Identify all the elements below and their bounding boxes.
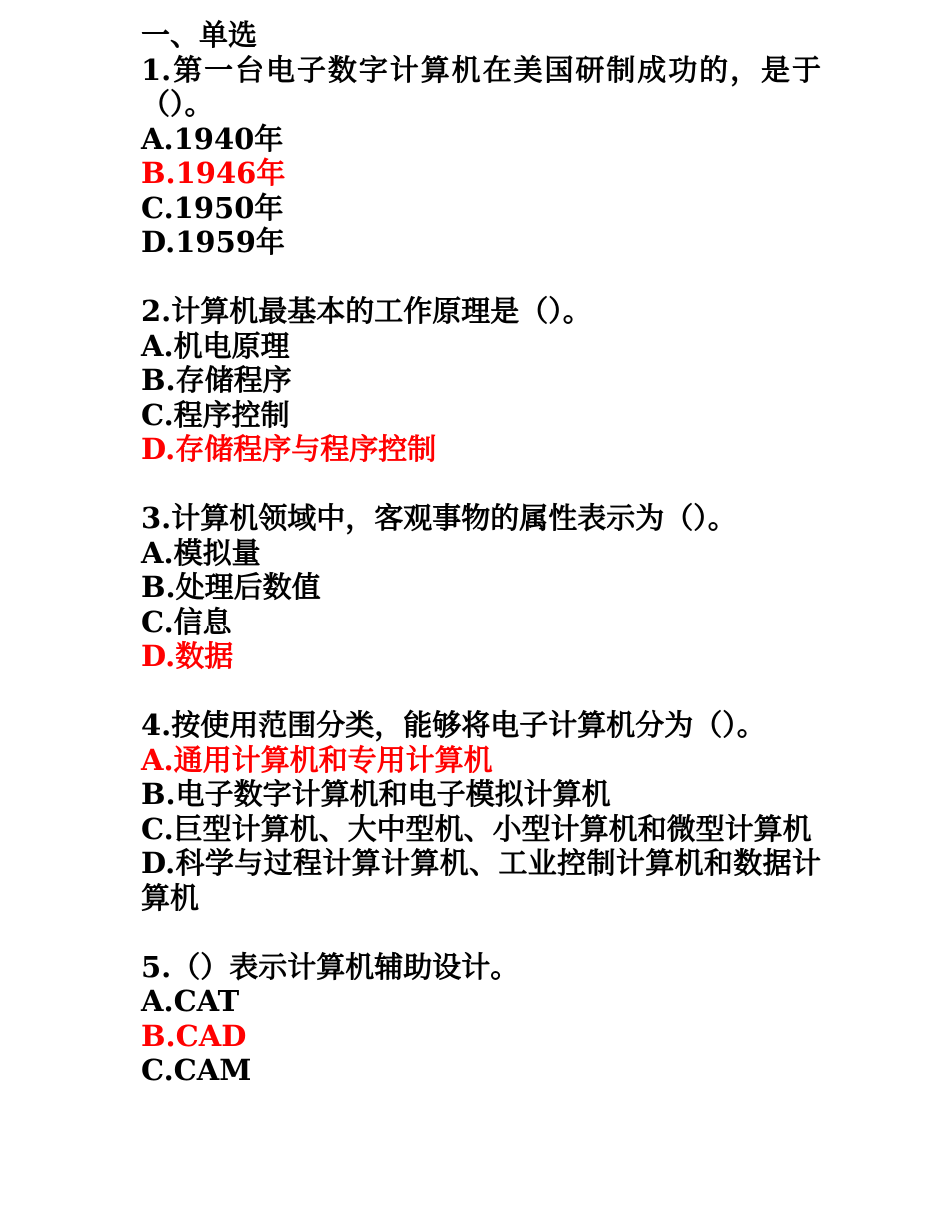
question-block: [141, 53, 821, 260]
question-text: 2.计算机最基本的工作原理是（）。: [141, 294, 592, 328]
question-block: [141, 950, 821, 1088]
answer-option: C.程序控制: [141, 397, 290, 432]
question-block: [141, 294, 821, 467]
answer-option: B.处理后数值: [141, 570, 321, 604]
answer-option-correct: A.通用计算机和专用计算机: [141, 742, 493, 777]
spacer: [141, 674, 821, 709]
section-title: 一、单选: [141, 18, 258, 52]
answer-option: C.巨型计算机、大中型机、小型计算机和微型计算机: [141, 811, 812, 846]
answer-option: B.电子数字计算机和电子模拟计算机: [141, 777, 611, 811]
answer-option: A.CAT: [141, 984, 240, 1018]
answer-option: B.存储程序: [141, 363, 292, 397]
document-page: [141, 18, 821, 1088]
answer-option-correct: D.数据: [141, 639, 234, 673]
question-text: 4.按使用范围分类，能够将电子计算机分为（）。: [141, 708, 766, 742]
answer-option-correct: D.存储程序与程序控制: [141, 432, 437, 466]
spacer: [141, 260, 821, 295]
question-block: [141, 501, 821, 674]
answer-option: C.1950年: [141, 190, 284, 225]
answer-option: D.科学与过程计算计算机、工业控制计算机和数据计算机: [141, 846, 821, 915]
spacer: [141, 467, 821, 502]
answer-option: A.机电原理: [141, 328, 290, 363]
question-block: [141, 708, 821, 915]
question-text: 1.第一台电子数字计算机在美国研制成功的，是于（）。: [141, 52, 821, 121]
answer-option: C.信息: [141, 604, 232, 639]
spacer: [141, 915, 821, 950]
answer-option: D.1959年: [141, 225, 285, 259]
answer-option: A.模拟量: [141, 535, 261, 570]
answer-option: C.CAM: [141, 1053, 252, 1087]
answer-option: A.1940年: [141, 121, 284, 156]
answer-option-correct: B.CAD: [141, 1018, 247, 1053]
answer-option-correct: B.1946年: [141, 156, 286, 190]
question-text: 5.（）表示计算机辅助设计。: [141, 949, 520, 984]
question-text: 3.计算机领域中，客观事物的属性表示为（）。: [141, 501, 737, 535]
